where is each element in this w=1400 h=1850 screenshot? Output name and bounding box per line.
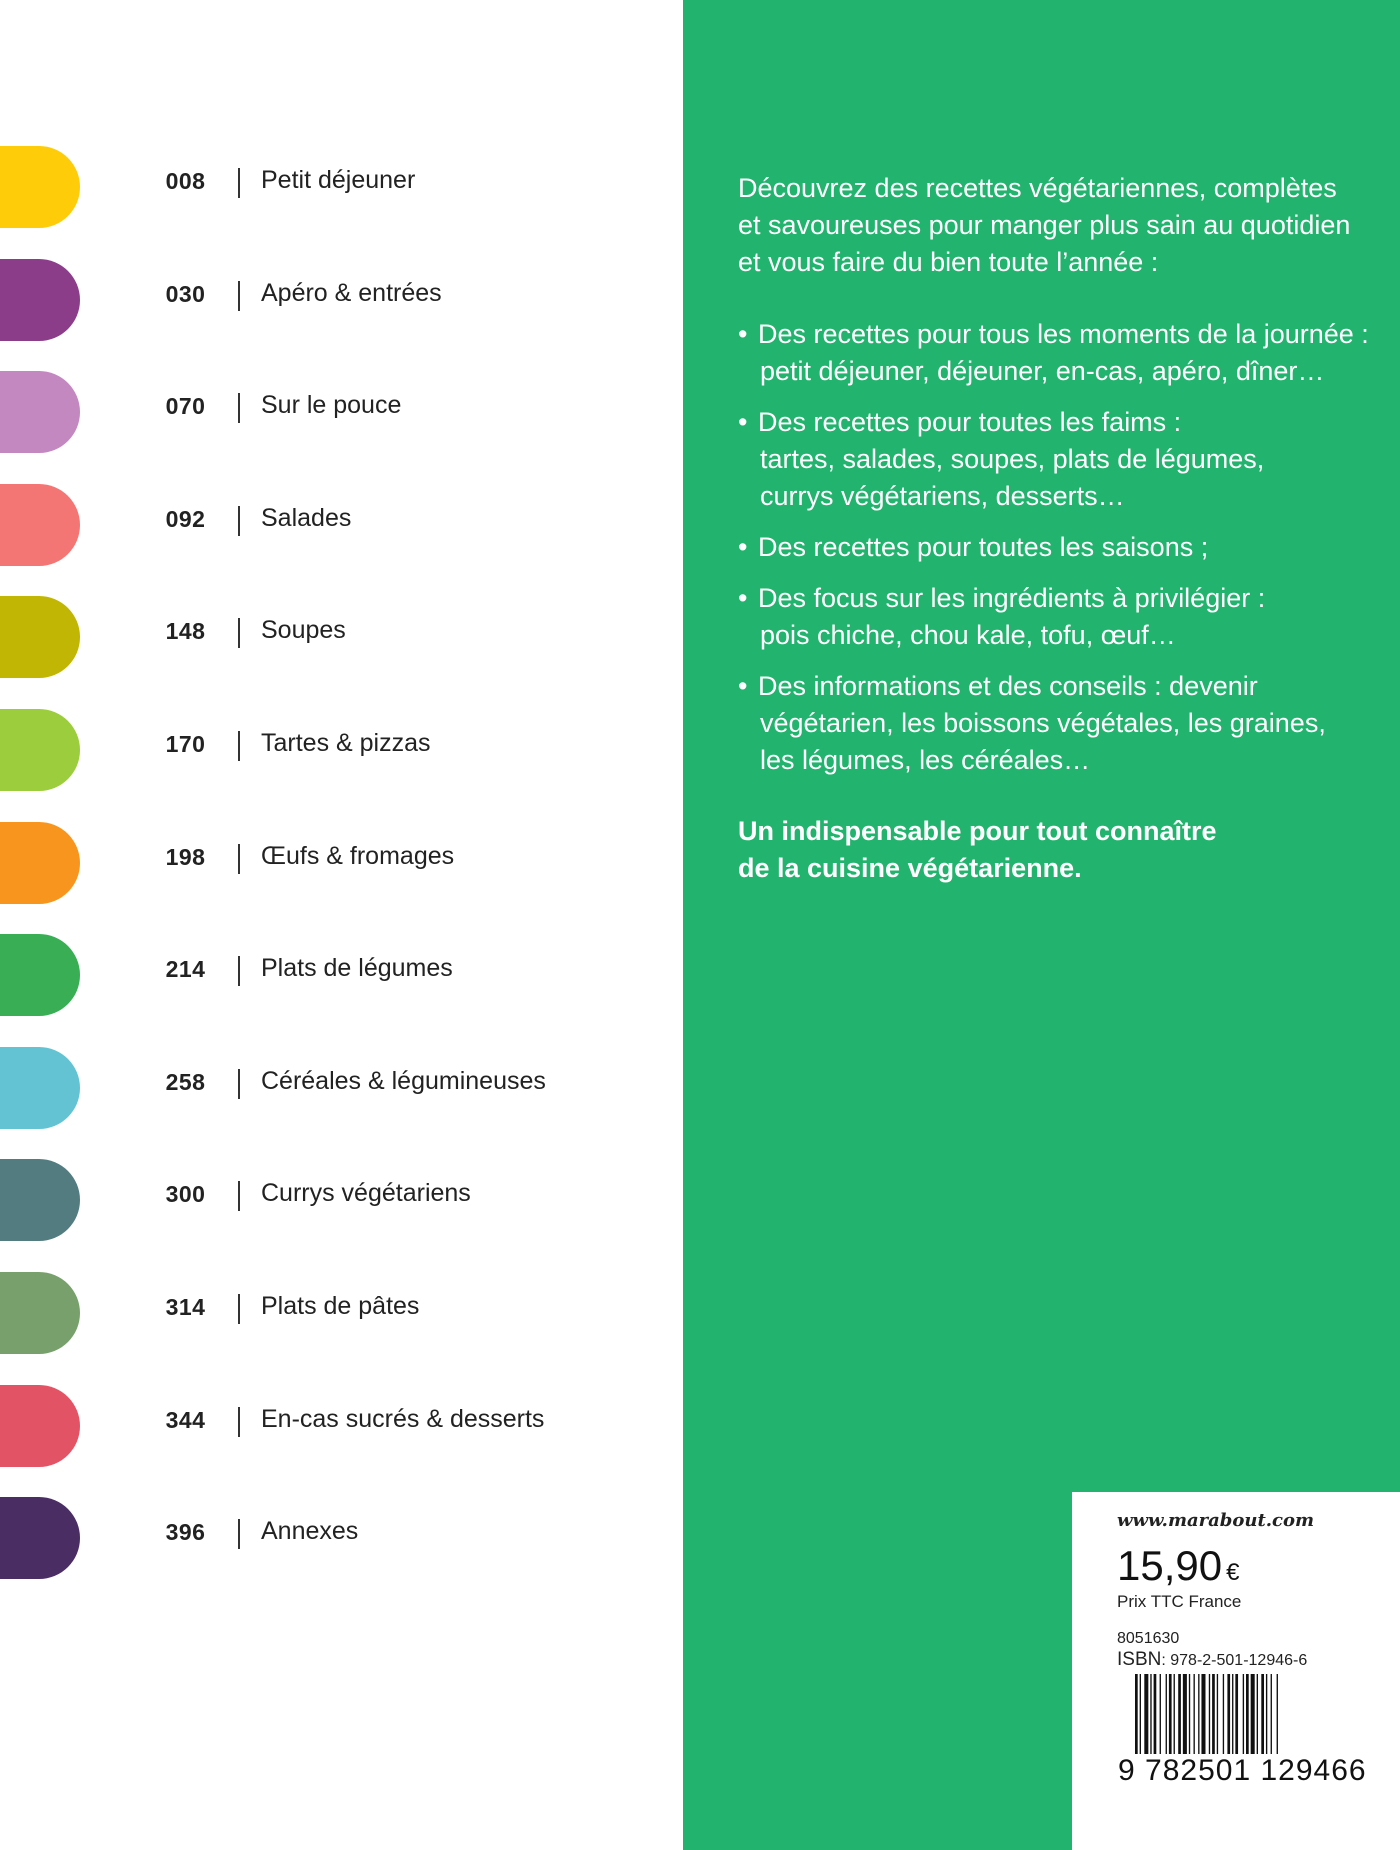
chapter-row <box>0 259 683 341</box>
separator <box>238 1519 240 1549</box>
feature-line: tartes, salades, soupes, plats de légumes, <box>760 444 1265 474</box>
bullet-icon: • <box>738 671 748 701</box>
separator <box>238 1069 240 1099</box>
separator <box>238 393 240 423</box>
separator <box>238 168 240 198</box>
chapter-page-number: 092 <box>165 505 206 532</box>
chapter-row <box>0 934 683 1016</box>
feature-line: Des informations et des conseils : devenir <box>758 671 1258 701</box>
separator <box>238 731 240 761</box>
chapter-color-tab <box>0 822 80 904</box>
chapter-color-tab <box>0 1272 80 1354</box>
isbn-label: ISBN <box>1117 1649 1162 1670</box>
bullet-icon: • <box>738 319 748 349</box>
chapter-row <box>0 1497 683 1579</box>
feature-line: végétarien, les boissons végétales, les graines, <box>760 708 1326 738</box>
chapter-color-tab <box>0 709 80 791</box>
chapter-row <box>0 146 683 228</box>
chapter-title: Sur le pouce <box>261 391 402 420</box>
chapter-page-number: 214 <box>165 956 206 983</box>
separator <box>238 844 240 874</box>
chapter-row <box>0 484 683 566</box>
feature-line: les légumes, les céréales… <box>760 745 1091 775</box>
intro-line: et vous faire du bien toute l’année : <box>738 247 1159 277</box>
chapter-color-tab <box>0 1385 80 1467</box>
chapter-title: Plats de pâtes <box>261 1292 420 1320</box>
separator <box>238 1407 240 1437</box>
currency: € <box>1226 1559 1240 1586</box>
feature-list <box>738 316 1388 793</box>
isbn-number: : 978-2-501-12946-6 <box>1161 1652 1308 1669</box>
chapter-title: Annexes <box>261 1517 359 1546</box>
chapter-row <box>0 371 683 453</box>
chapter-row <box>0 1159 683 1241</box>
feature-line: Des recettes pour toutes les saisons ; <box>758 532 1209 562</box>
chapter-row <box>0 1385 683 1467</box>
feature-line: petit déjeuner, déjeuner, en-cas, apéro, dîner… <box>760 356 1325 386</box>
chapter-color-tab <box>0 146 80 228</box>
closing-line: de la cuisine végétarienne. <box>738 853 1082 883</box>
chapter-color-tab <box>0 484 80 566</box>
bullet-icon: • <box>738 532 748 562</box>
price-value: 15,90 <box>1117 1542 1223 1589</box>
chapter-row <box>0 822 683 904</box>
chapter-title: Currys végétariens <box>261 1179 471 1208</box>
feature-item <box>738 580 1388 654</box>
chapter-title: Tartes & pizzas <box>261 729 431 757</box>
separator <box>238 618 240 648</box>
chapter-page-number: 258 <box>165 1068 206 1095</box>
intro-text <box>738 170 1378 281</box>
chapter-title: Apéro & entrées <box>261 278 442 307</box>
bullet-icon: • <box>738 407 748 437</box>
closing-text <box>738 813 1378 887</box>
chapter-title: Petit déjeuner <box>261 166 416 194</box>
chapter-color-tab <box>0 1497 80 1579</box>
chapter-index <box>0 0 683 1850</box>
feature-item <box>738 404 1388 515</box>
chapter-title: En-cas sucrés & desserts <box>261 1404 545 1433</box>
chapter-color-tab <box>0 934 80 1016</box>
feature-item <box>738 529 1388 566</box>
feature-line: Des recettes pour tous les moments de la journée : <box>758 319 1369 349</box>
chapter-page-number: 314 <box>165 1294 206 1320</box>
chapter-page-number: 030 <box>165 280 206 307</box>
price-box <box>1072 1492 1400 1850</box>
bullet-icon: • <box>738 583 748 613</box>
chapter-page-number: 070 <box>165 393 206 420</box>
barcode-digits: 9 782501 129466 <box>1114 1754 1400 1788</box>
chapter-row <box>0 1272 683 1354</box>
chapter-row <box>0 596 683 678</box>
closing-line: Un indispensable pour tout connaître <box>738 816 1217 846</box>
isbn <box>1117 1649 1307 1671</box>
product-reference: 8051630 <box>1117 1630 1180 1647</box>
chapter-page-number: 300 <box>165 1181 206 1208</box>
chapter-row <box>0 1047 683 1129</box>
chapter-color-tab <box>0 259 80 341</box>
separator <box>238 956 240 986</box>
chapter-page-number: 396 <box>165 1519 206 1546</box>
price-note: Prix TTC France <box>1117 1592 1242 1611</box>
chapter-color-tab <box>0 371 80 453</box>
chapter-page-number: 148 <box>165 618 206 645</box>
intro-line: Découvrez des recettes végétariennes, complètes <box>738 173 1337 203</box>
chapter-title: Plats de légumes <box>261 954 453 983</box>
chapter-color-tab <box>0 1047 80 1129</box>
feature-line: Des recettes pour toutes les faims : <box>758 407 1182 437</box>
separator <box>238 1181 240 1211</box>
chapter-page-number: 344 <box>165 1406 206 1433</box>
feature-item <box>738 316 1388 390</box>
publisher-website: www.marabout.com <box>1117 1510 1315 1531</box>
chapter-page-number: 008 <box>165 168 206 194</box>
chapter-title: Céréales & légumineuses <box>261 1066 546 1095</box>
feature-line: pois chiche, chou kale, tofu, œuf… <box>760 620 1176 650</box>
chapter-row <box>0 709 683 791</box>
chapter-title: Soupes <box>261 616 346 645</box>
price <box>1117 1542 1239 1590</box>
separator <box>238 506 240 536</box>
chapter-title: Salades <box>261 503 352 532</box>
feature-line: currys végétariens, desserts… <box>760 481 1125 511</box>
feature-item <box>738 668 1388 779</box>
separator <box>238 281 240 311</box>
feature-line: Des focus sur les ingrédients à privilégier : <box>758 583 1266 613</box>
separator <box>238 1294 240 1324</box>
chapter-color-tab <box>0 596 80 678</box>
chapter-color-tab <box>0 1159 80 1241</box>
chapter-page-number: 170 <box>165 731 206 757</box>
intro-line: et savoureuses pour manger plus sain au quotidien <box>738 210 1351 240</box>
chapter-title: Œufs & fromages <box>261 841 455 870</box>
chapter-page-number: 198 <box>165 843 206 870</box>
